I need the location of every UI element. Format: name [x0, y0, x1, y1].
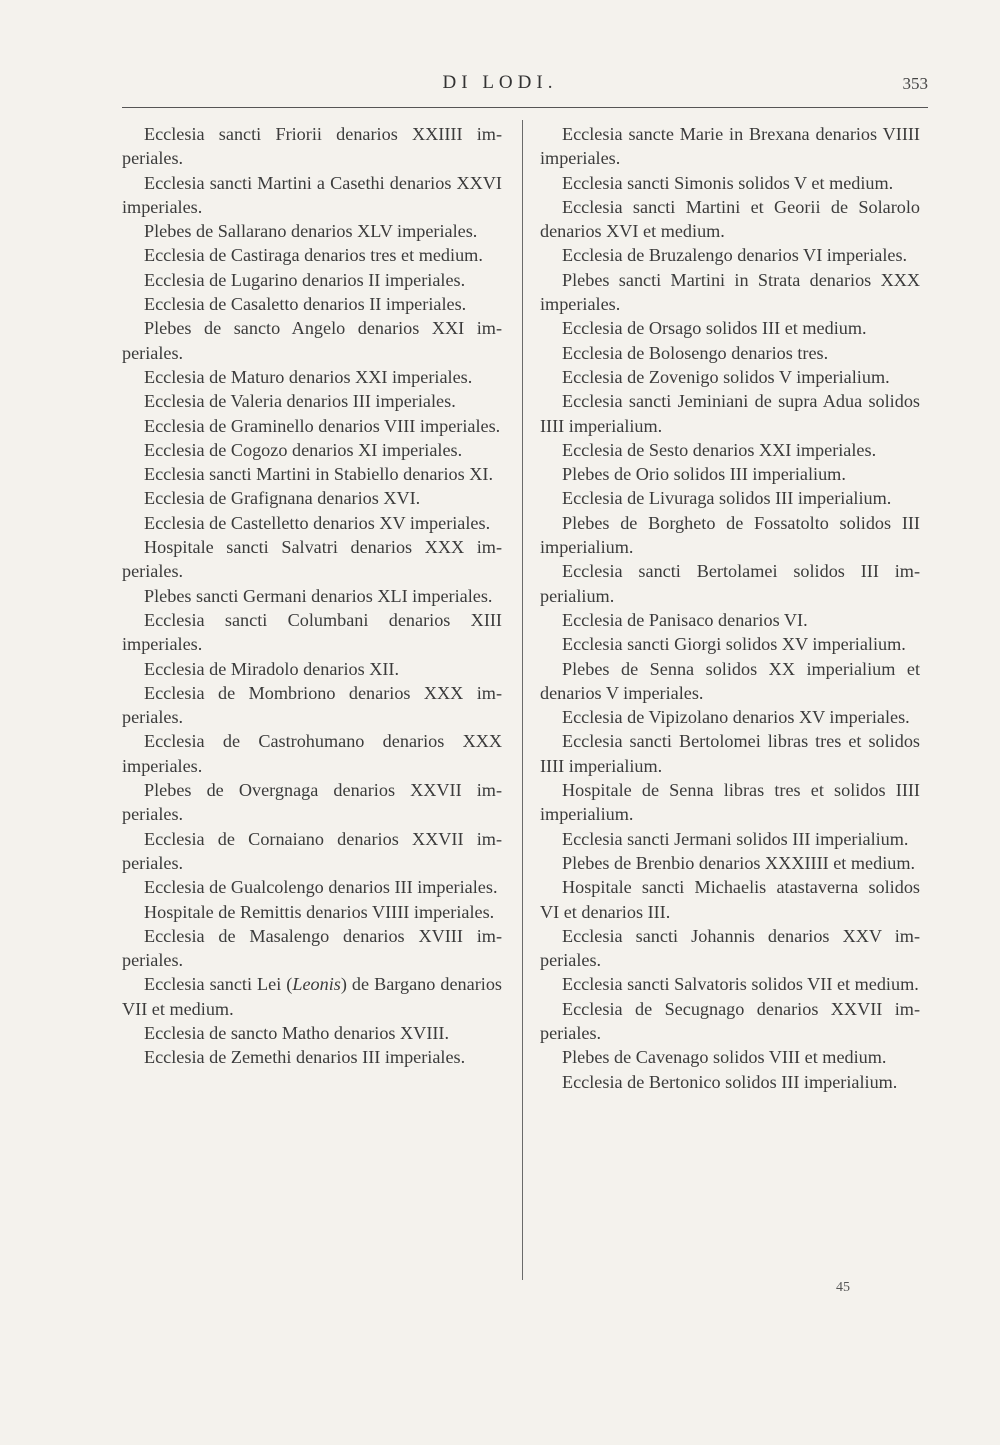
register-entry: Plebes de Senna solidos XX imperialium et denarios V imperiales.	[540, 658, 920, 703]
register-entry: Ecclesia de Zemethi denarios III imperiales.	[144, 1047, 466, 1068]
register-entry: Ecclesia sancti Jeminiani de supra Adua solidos IIII imperialium.	[540, 391, 920, 436]
printer-signature-mark: 45	[836, 1280, 850, 1295]
register-entry: Ecclesia de Cogozo denarios XI imperiales.	[144, 439, 463, 460]
right-column	[540, 122, 920, 1094]
column-divider	[522, 120, 523, 1280]
register-entry: Ecclesia sancti Jermani solidos III imperialium.	[562, 828, 909, 849]
register-entry: Ecclesia de Sesto denarios XXI imperiales.	[562, 439, 877, 460]
register-entry: Ecclesia sancti Simonis solidos V et medium.	[562, 172, 894, 193]
register-entry: Ecclesia de Bertonico solidos III imperialium.	[562, 1071, 898, 1092]
register-entry: Ecclesia de Livuraga solidos III imperialium.	[562, 488, 892, 509]
register-entry: Plebes de Orio solidos III imperialium.	[562, 464, 846, 485]
register-entry: Plebes de Borgheto de Fossatolto solidos III imperialium.	[540, 512, 920, 558]
register-entry: Plebes de Brenbio denarios XXXIIII et medium.	[562, 852, 916, 873]
register-entry: Ecclesia de Valeria denarios III imperiales.	[144, 391, 456, 412]
register-entry: Plebes sancti Martini in Strata denarios XXX imperiales.	[540, 269, 920, 315]
register-entry: Ecclesia de Maturo denarios XXI imperiales.	[144, 366, 473, 387]
register-entry: Ecclesia de Secugnago denarios XXVII imperiales.	[540, 998, 920, 1043]
register-entry: Plebes de Overgnaga denarios XXVII imperiales.	[122, 780, 502, 825]
page-number: 353	[902, 74, 928, 93]
register-entry: Ecclesia sancti Bertolomei libras tres et solidos IIII imperialium.	[540, 731, 920, 776]
register-entry: Ecclesia sancti Lei (Leonis) de Bargano denarios VII et medium.	[122, 974, 502, 1019]
register-entry: Ecclesia sancti Martini et Georii de Solarolo denarios XVI et medium.	[540, 196, 920, 242]
register-entry: Ecclesia sancte Marie in Brexana denarios VIIII imperiales.	[540, 124, 920, 169]
running-title: DI LODI.	[442, 72, 558, 93]
register-entry: Ecclesia de Castelletto denarios XV imperiales.	[144, 512, 491, 533]
register-entry: Hospitale sancti Salvatri denarios XXX imperiales.	[122, 537, 502, 582]
register-entry: Ecclesia sancti Bertolamei solidos III imperialium.	[540, 561, 920, 606]
register-entry: Hospitale de Senna libras tres et solidos IIII imperialium.	[540, 780, 920, 825]
register-entry: Ecclesia de Graminello denarios VIII imperiales.	[144, 415, 501, 436]
header-rule	[122, 107, 928, 108]
register-entry: Ecclesia de Gualcolengo denarios III imperiales.	[144, 877, 498, 898]
register-entry: Ecclesia de Castrohumano denarios XXX imperiales.	[122, 731, 502, 776]
left-column	[122, 122, 502, 1070]
register-entry: Ecclesia de Vipizolano denarios XV imperiales.	[562, 707, 910, 728]
register-entry: Ecclesia de sancto Matho denarios XVIII.	[144, 1022, 450, 1043]
register-entry: Ecclesia de Castiraga denarios tres et medium.	[144, 245, 483, 266]
register-entry: Hospitale sancti Michaelis atastaverna solidos VI et denarios III.	[540, 877, 920, 922]
register-entry: Hospitale de Remittis denarios VIIII imperiales.	[144, 901, 495, 922]
register-entry: Ecclesia sancti Salvatoris solidos VII et medium.	[562, 974, 919, 995]
register-entry: Ecclesia de Lugarino denarios II imperiales.	[144, 269, 466, 290]
register-entry: Ecclesia sancti Johannis denarios XXV imperiales.	[540, 925, 920, 971]
register-entry: Ecclesia sancti Columbani denarios XIII imperiales.	[122, 609, 502, 655]
register-entry: Plebes de sancto Angelo denarios XXI imperiales.	[122, 318, 502, 363]
register-entry: Ecclesia de Grafignana denarios XVI.	[144, 488, 421, 509]
register-entry: Ecclesia de Mombriono denarios XXX imperiales.	[122, 682, 502, 728]
register-entry: Ecclesia sancti Giorgi solidos XV imperialium.	[562, 634, 906, 655]
register-entry: Ecclesia de Casaletto denarios II imperiales.	[144, 294, 467, 315]
register-entry: Ecclesia de Panisaco denarios VI.	[562, 609, 808, 630]
register-entry: Ecclesia de Bolosengo denarios tres.	[562, 342, 829, 363]
register-entry: Plebes de Cavenago solidos VIII et medium.	[562, 1047, 887, 1068]
register-entry: Plebes sancti Germani denarios XLI imperiales.	[144, 585, 493, 606]
register-entry: Ecclesia de Cornaiano denarios XXVII imperiales.	[122, 828, 502, 873]
register-entry: Ecclesia de Masalengo denarios XVIII imperiales.	[122, 925, 502, 971]
register-entry: Ecclesia sancti Friorii denarios XXIIII imperiales.	[122, 124, 502, 169]
register-entry: Plebes de Sallarano denarios XLV imperiales.	[144, 221, 478, 242]
register-entry: Ecclesia de Bruzalengo denarios VI imperiales.	[562, 245, 908, 266]
running-head	[0, 72, 1000, 102]
italic-gloss: Leonis	[292, 974, 341, 995]
register-entry: Ecclesia de Miradolo denarios XII.	[144, 658, 400, 679]
register-entry: Ecclesia de Orsago solidos III et medium.	[562, 318, 867, 339]
register-entry: Ecclesia sancti Martini a Casethi denarios XXVI imperiales.	[122, 172, 502, 217]
register-entry: Ecclesia sancti Martini in Stabiello denarios XI.	[144, 464, 493, 485]
register-entry: Ecclesia de Zovenigo solidos V imperialium.	[562, 366, 890, 387]
